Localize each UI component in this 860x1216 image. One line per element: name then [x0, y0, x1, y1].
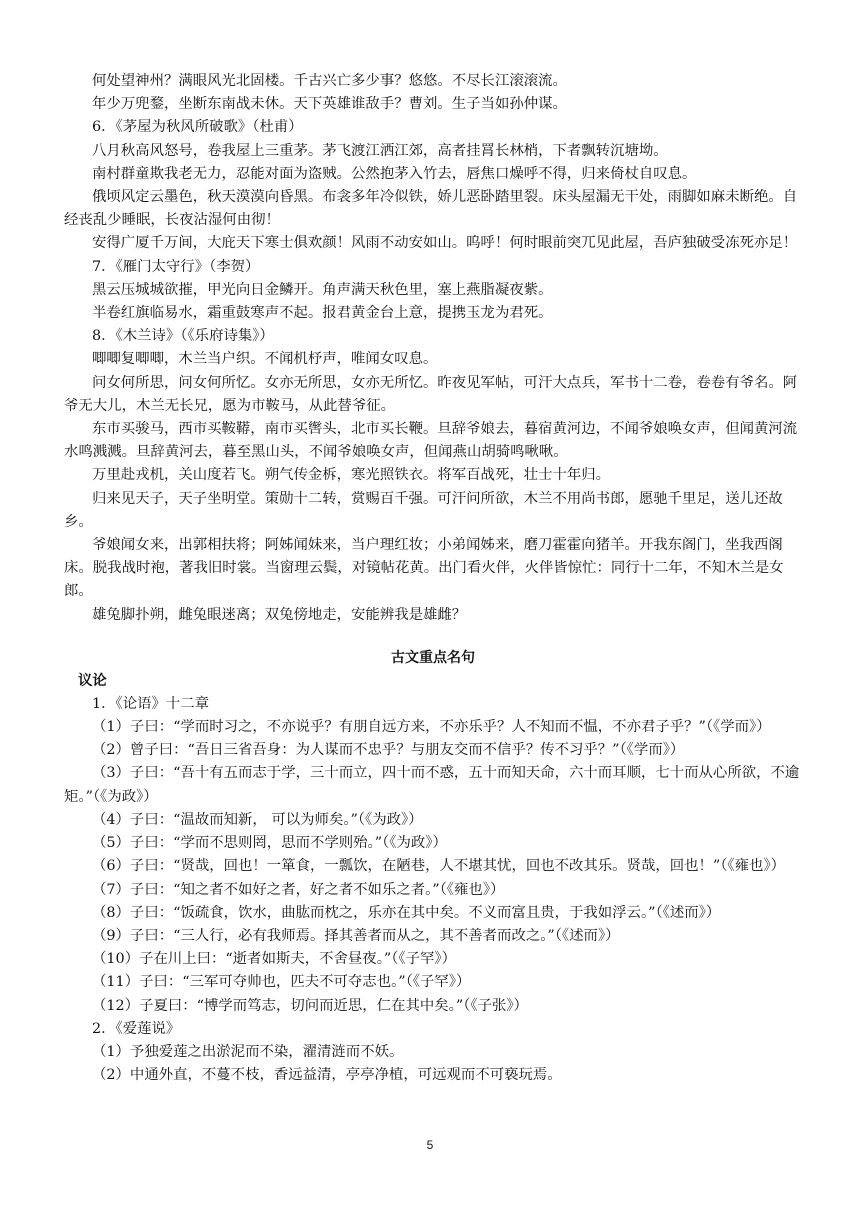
- quote-line: （10）子在川上曰：“逝者如斯夫，不舍昼夜。”（《子罕》）: [92, 951, 456, 968]
- poem-line: 爷娘闻女来，出郭相扶将；阿姊闻妹来，当户理红妆；小弟闻姊来，磨刀霍霍向猪羊。开我东阁门，坐我西阁床。脱我战时袍，著我旧时裳。当窗理云鬓，对镜帖花黄。出门看火伴，火伴皆惊忙：同行十二年，不知木兰是女郎。: [64, 537, 784, 600]
- subsection-title: 议论: [78, 672, 107, 689]
- poem-line: 东市买骏马，西市买鞍鞯，南市买辔头，北市买长鞭。旦辞爷娘去，暮宿黄河边，不闻爷娘唤女声，但闻黄河流水鸣溅溅。旦辞黄河去，暮至黑山头，不闻爷娘唤女声，但闻燕山胡骑鸣啾啾。: [64, 421, 798, 461]
- quote-line: （2）曾子曰：“吾日三省吾身：为人谋而不忠乎？与朋友交而不信乎？传不习乎？”（《学而》）: [92, 742, 685, 759]
- quote-line: （12）子夏曰：“博学而笃志，切问而近思，仁在其中矣。”（《子张》）: [92, 997, 528, 1014]
- quote-line: （11）子曰：“三军可夺帅也，匹夫不可夺志也。”（《子罕》）: [92, 974, 471, 991]
- quote-line: （6）子曰：“贤哉，回也！一箪食，一瓢饮，在陋巷，人不堪其忧，回也不改其乐。贤哉，回也！”（《雍也》）: [92, 858, 786, 875]
- poem-line: 何处望神州？满眼风光北固楼。千古兴亡多少事？悠悠。不尽长江滚滚流。: [92, 73, 567, 89]
- quote-line: （1）子曰：“学而时习之，不亦说乎？有朋自远方来，不亦乐乎？人不知而不愠，不亦君子乎？”（《学而》）: [92, 719, 771, 736]
- poem-line: 归来见天子，天子坐明堂。策勋十二转，赏赐百千强。可汗问所欲，木兰不用尚书郎，愿驰千里足，送儿还故乡。: [64, 490, 783, 530]
- poem-line: 问女何所思，问女何所忆。女亦无所思，女亦无所忆。昨夜见军帖，可汗大点兵，军书十二卷，卷卷有爷名。阿爷无大儿，木兰无长兄，愿为市鞍马，从此替爷征。: [64, 374, 798, 414]
- page-content: [64, 70, 802, 1087]
- section-title: 古文重点名句: [391, 649, 475, 666]
- poem-line: 八月秋高风怒号，卷我屋上三重茅。茅飞渡江洒江郊，高者挂罥长林梢，下者飘转沉塘坳。: [92, 142, 668, 159]
- poem-title: 7．《雁门太守行》（李贺）: [92, 258, 260, 275]
- quote-line: （1）予独爱莲之出淤泥而不染，濯清涟而不妖。: [92, 1043, 404, 1060]
- poem-line: 年少万兜鍪，坐断东南战未休。天下英雄谁敌手？曹刘。生子当如孙仲谋。: [92, 96, 567, 113]
- poem-line: 安得广厦千万间，大庇天下寒士俱欢颜！风雨不动安如山。呜呼！何时眼前突兀见此屋，吾庐独破受冻死亦足！: [92, 235, 798, 252]
- quote-line: （2）中通外直，不蔓不枝，香远益清，亭亭净植，可远观而不可亵玩焉。: [92, 1067, 562, 1084]
- poem-line: 雄兔脚扑朔，雌兔眼迷离；双兔傍地走，安能辨我是雄雌？: [92, 606, 467, 623]
- quote-line: （4）子曰：“温故而知新， 可以为师矣。”（《为政》）: [92, 811, 423, 828]
- poem-title: 6．《茅屋为秋风所破歌》（杜甫）: [92, 119, 303, 136]
- poem-section: [64, 70, 802, 627]
- poem-line: 俄顷风定云墨色，秋天漠漠向昏黑。布衾多年冷似铁，娇儿恶卧踏里裂。床头屋漏无干处，雨脚如麻未断绝。自经丧乱少睡眠，长夜沾湿何由彻！: [64, 189, 798, 229]
- quote-line: （9）子曰：“三人行，必有我师焉。择其善者而从之，其不善者而改之。”（《述而》）: [92, 927, 620, 944]
- quote-line: （5）子曰：“学而不思则罔，思而不学则殆。”（《为政》）: [92, 835, 447, 852]
- quotes-section: [64, 693, 802, 1087]
- poem-line: 南村群童欺我老无力，忍能对面为盗贼。公然抱茅入竹去，唇焦口燥呼不得，归来倚杖自叹息。: [92, 165, 697, 182]
- quote-heading: 1．《论语》十二章: [92, 695, 210, 712]
- quote-line: （7）子曰：“知之者不如好之者，好之者不如乐之者。”（《雍也》）: [92, 881, 505, 898]
- poem-line: 黑云压城城欲摧，甲光向日金鳞开。角声满天秋色里，塞上燕脂凝夜紫。: [92, 281, 553, 298]
- poem-line: 万里赴戎机，关山度若飞。朔气传金柝，寒光照铁衣。将军百战死，壮士十年归。: [92, 467, 611, 484]
- quote-line: （3）子曰：“吾十有五而志于学，三十而立，四十而不惑，五十而知天命，六十而耳顺，七十而从心所欲，不逾矩。”（《为政》）: [64, 765, 800, 805]
- page-number: 5: [426, 1138, 434, 1152]
- quote-line: （8）子曰：“饭疏食，饮水，曲肱而枕之，乐亦在其中矣。不义而富且贵，于我如浮云。”（《述而》）: [92, 904, 721, 921]
- poem-line: 唧唧复唧唧，木兰当户织。不闻机杼声，唯闻女叹息。: [92, 351, 438, 368]
- poem-title: 8．《木兰诗》（《乐府诗集》）: [92, 328, 274, 345]
- poem-line: 半卷红旗临易水，霜重鼓寒声不起。报君黄金台上意，提携玉龙为君死。: [92, 305, 553, 322]
- quote-heading: 2．《爱莲说》: [92, 1020, 181, 1037]
